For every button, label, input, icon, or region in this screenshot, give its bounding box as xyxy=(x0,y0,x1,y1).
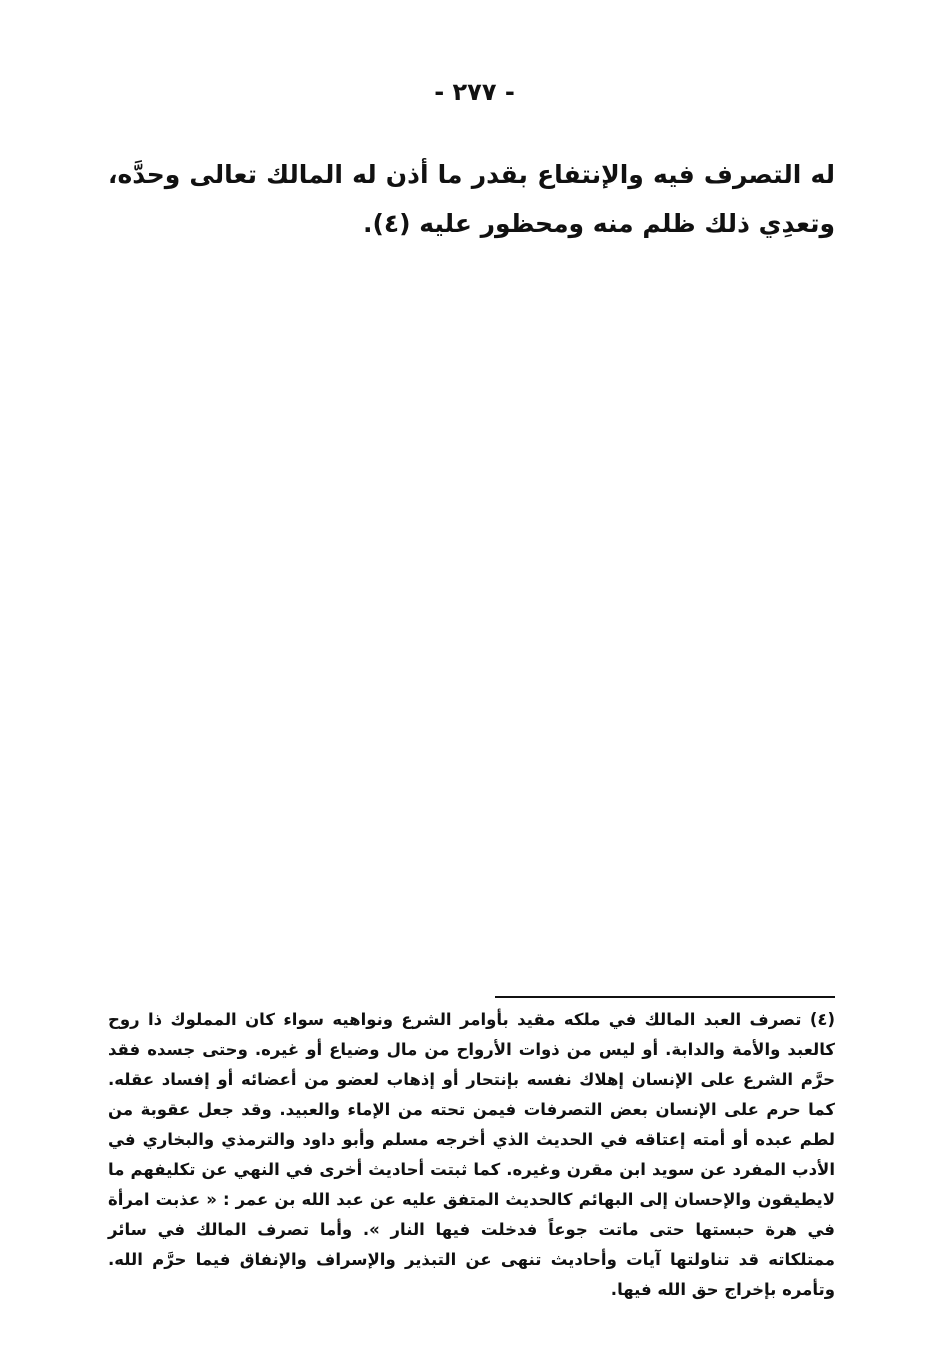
footnote-divider xyxy=(495,996,835,998)
page-number: - ٢٧٧ - xyxy=(434,78,515,106)
footnote-marker: (٤) xyxy=(809,1010,835,1029)
main-paragraph: له التصرف فيه والإنتفاع بقدر ما أذن له المالك تعالى وحدَّه، وتعدِي ذلك ظلم منه ومحظور عليه (٤). xyxy=(108,160,835,238)
footnote-text: تصرف العبد المالك في ملكه مقيد بأوامر الشرع ونواهيه سواء كان المملوك ذا روح كالعبد والأمة والدابة. أو ليس من ذوات الأرواح من مال وضياع أو غيره. وحتى جسده فقد حرَّم الشرع على الإنسان إهلاك نفسه بإنتحار أو إذهاب لعضو من أعضائه أو إفساد عقله. كما حرم على الإنسان بعض التصرفات فيمن تحته من الإماء والعبيد. وقد جعل عقوبة من لطم عبده أو أمته إعتاقه في الحديث الذي أخرجه مسلم وأبو داود والترمذي والبخاري في الأدب المفرد عن سويد ابن مقرن وغيره. كما ثبتت أحاديث أخرى في النهي عن تكليفهم ما لايطيقون والإحسان إلى البهائم كالحديث المتفق عليه عن عبد الله بن عمر : « عذبت امرأة في هرة حبستها حتى ماتت جوعاً فدخلت فيها النار ». وأما تصرف المالك في سائر ممتلكاته قد تناولتها آيات وأحاديث تنهى عن التبذير والإسراف والإنفاق فيما حرَّم الله. وتأمره بإخراج حق الله فيها. xyxy=(108,1010,835,1299)
footnote-4 xyxy=(108,1005,835,1305)
